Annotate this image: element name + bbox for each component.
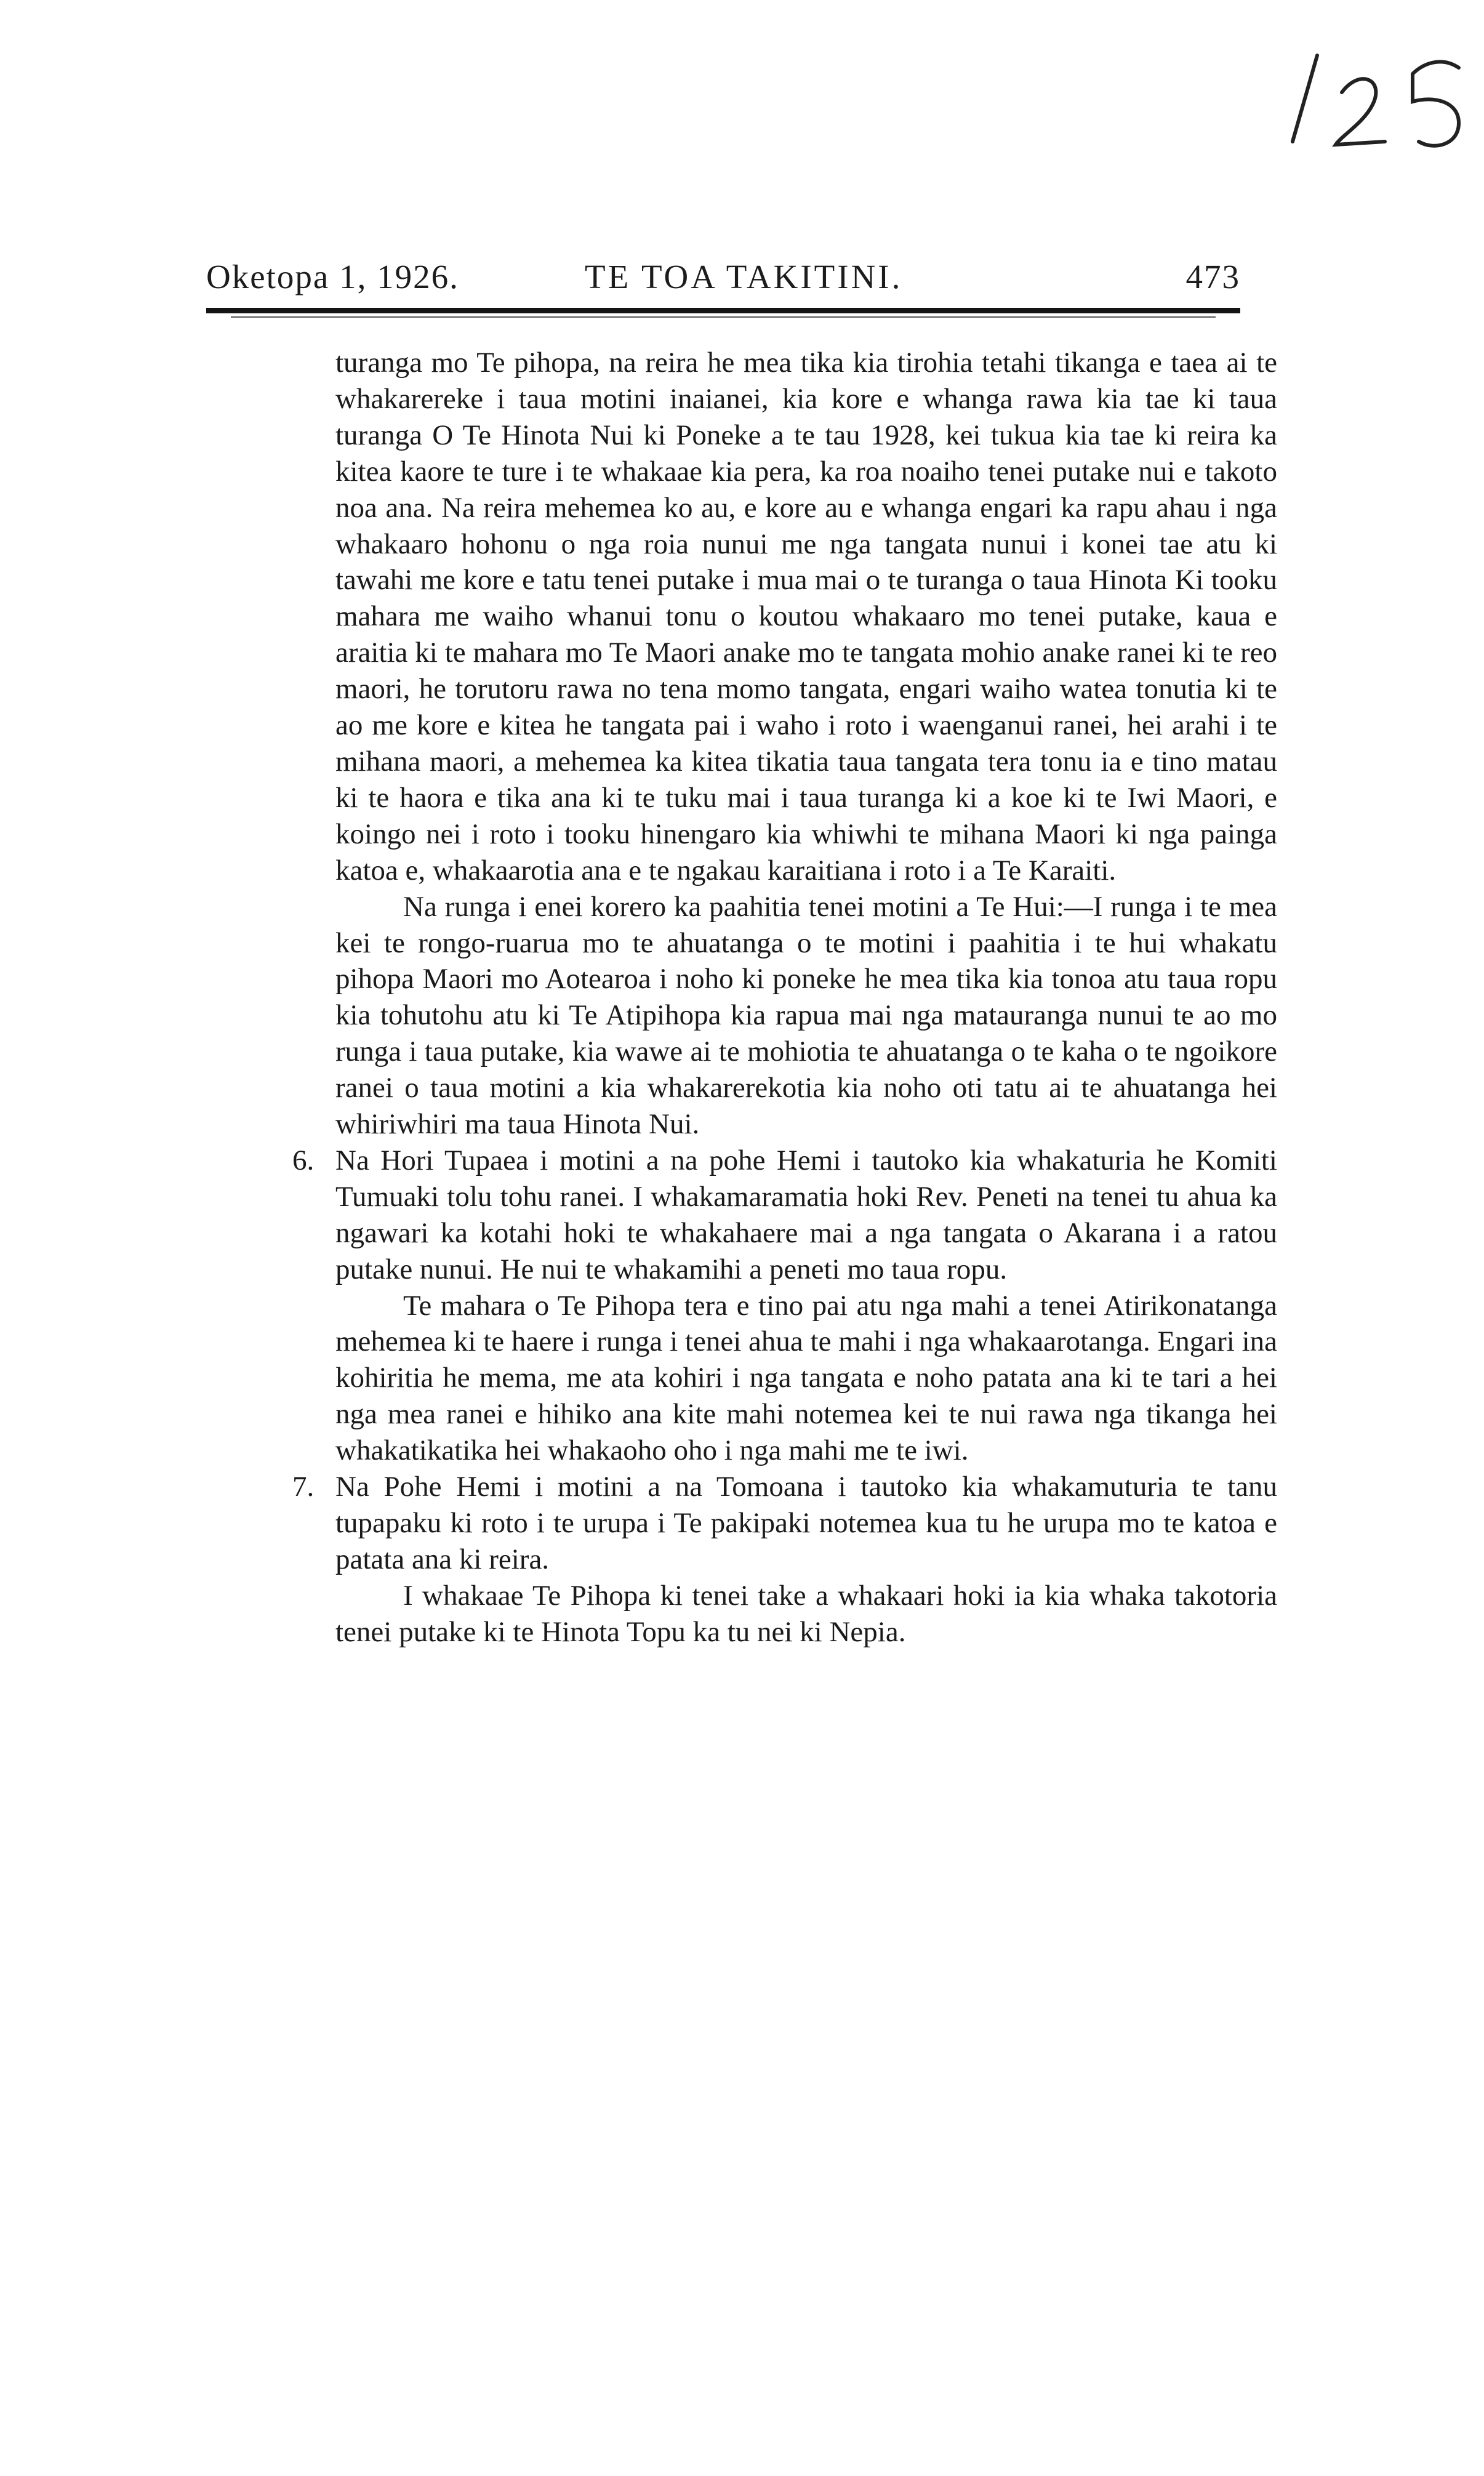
header-page-number: 473 xyxy=(1185,258,1240,295)
item-7-text: Na Pohe Hemi i motini a na Tomoana i tautoko kia whakamuturia te tanu tupapaku ki roto i te urupa i Te pakipaki notemea kua tu he urupa mo te katoa e patata ana ki reira. xyxy=(335,1471,1277,1575)
header-rule-thin xyxy=(231,316,1216,318)
item-7-number: 7. xyxy=(292,1471,315,1503)
running-header xyxy=(206,257,1240,300)
body-text xyxy=(292,345,1277,1650)
header-date: Oketopa 1, 1926. xyxy=(206,258,459,295)
item-6 xyxy=(292,1143,1277,1288)
paragraph-1: turanga mo Te pihopa, na reira he mea tika kia tirohia tetahi tikanga e taea ai te whakarereke i taua motini inaianei, kia kore e whanga rawa kia tae ki taua turanga O Te Hinota Nui ki Poneke a te tau 1928, kei tukua kia tae ki reira ka kitea kaore te ture i te whakaae kia pera, ka roa noaiho tenei putake nui e takoto noa ana. Na reira mehemea ko au, e kore au e whanga engari ka rapu ahau i nga whakaaro hohonu o nga roia nunui me nga tangata nunui i konei tae atu ki tawahi me kore e tatu tenei putake i mua mai o te turanga o taua Hinota Ki tooku mahara me waiho whanui tonu o koutou whakaaro mo tenei putake, kaua e araitia ki te mahara mo Te Maori anake mo te tangata mohio anake ranei ki te reo maori, he torutoru rawa no tena momo tangata, engari waiho watea tonutia ki te ao me kore e kitea he tangata pai i waho i roto i waenganui ranei, hei arahi i te mihana maori, a mehemea ka kitea tikatia taua tangata tera tonu ia e tino matau ki te haora e tika ana ki te tuku mai i taua turanga ki a koe ki te Iwi Maori, e koingo nei i roto i tooku hinengaro kia whiwhi te mihana Maori ki nga painga katoa e, whakaarotia ana e te ngakau karaitiana i roto i a Te Karaiti. xyxy=(335,347,1277,886)
item-7 xyxy=(292,1469,1277,1578)
handwritten-page-number xyxy=(1274,43,1477,166)
item-6-number: 6. xyxy=(292,1144,315,1176)
paragraph-2: Na runga i enei korero ka paahitia tenei motini a Te Hui:—I runga i te mea kei te rongo-ruarua mo te ahuatanga o te motini i paahitia i te hui whakatu pihopa Maori mo Aotearoa i noho ki poneke he mea tika kia tonoa atu taua ropu kia tohutohu atu ki Te Atipihopa kia rapua mai nga matauranga nunui te ao mo runga i taua putake, kia wawe ai te mohiotia te ahuatanga o te kaha o te ngoikore ranei o taua motini a kia whakarerekotia kia noho oti tatu ai te ahuatanga hei whiriwhiri ma taua Hinota Nui. xyxy=(335,890,1277,1141)
header-title: TE TOA TAKITINI. xyxy=(585,258,903,295)
header-rule-thick xyxy=(206,308,1240,313)
paragraph-6: I whakaae Te Pihopa ki tenei take a whakaari hoki ia kia whaka takotoria tenei putake ki te Hinota Topu ka tu nei ki Nepia. xyxy=(335,1579,1277,1648)
item-6-text: Na Hori Tupaea i motini a na pohe Hemi i tautoko kia whakaturia he Komiti Tumuaki tolu tohu ranei. I whakamaramatia hoki Rev. Peneti na tenei tu ahua ka ngawari ka kotahi hoki te whakahaere mai a nga tangata o Akarana i a ratou putake nunui. He nui te whakamihi a peneti mo taua ropu. xyxy=(335,1144,1277,1285)
paragraph-4: Te mahara o Te Pihopa tera e tino pai atu nga mahi a tenei Atirikonatanga mehemea ki te haere i runga i tenei ahua te mahi i nga whakaarotanga. Engari ina kohiritia he mema, me ata kohiri i nga tangata e noho patata ana ki te tari a hei nga mea ranei e hihiko ana kite mahi notemea kei te nui rawa nga tikanga hei whakatikatika hei whakaoho oho i nga mahi me te iwi. xyxy=(335,1289,1277,1467)
